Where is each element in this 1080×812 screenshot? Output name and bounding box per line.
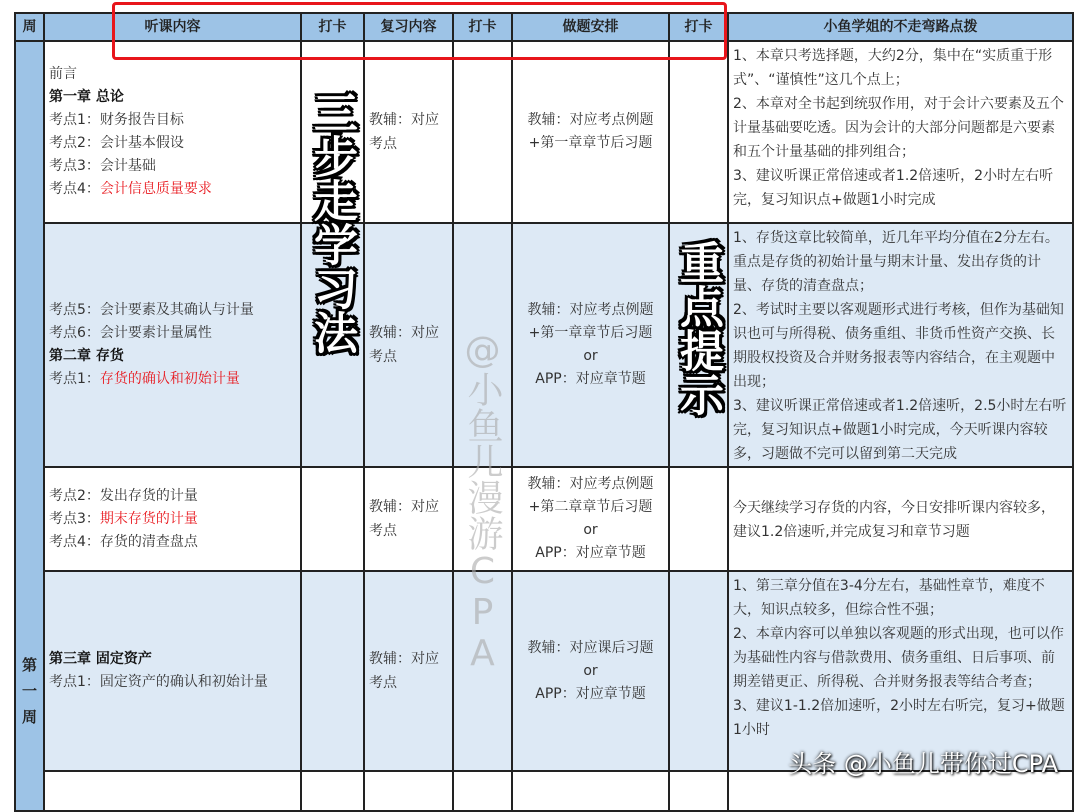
lesson-check-cell[interactable] [301,467,364,571]
header-tips: 小鱼学姐的不走弯路点拨 [728,13,1073,41]
header-check-lesson: 打卡 [301,13,364,41]
practice-cell: 教辅：对应考点例题 +第一章章节后习题 [512,41,669,223]
tips-cell: 今天继续学习存货的内容，今日安排听课内容较多，建议1.2倍速听,并完成复习和章节习题 [728,467,1073,571]
watermark: @小鱼儿漫游CPA [462,330,503,674]
tips-cell: 1、第三章分值在3-4分左右，基础性章节，难度不大，知识点较多，但综合性不强； 2、本章内容可以单独以客观题的形式出现，也可以作为基础性内容与借款费用、债务重组、日后事项、前期差错更正、所得税、合并财务报表等结合考查； 3、建议1-1.2倍加速听，2小时左右听完，复习+做题1小时 [728,571,1073,771]
table-row [15,467,1073,571]
header-practice: 做题安排 [512,13,669,41]
lesson-item: 考点1：财务报告目标 [49,112,184,128]
lesson-cell [44,467,301,571]
review-cell: 教辅：对应考点 [364,467,453,571]
lesson-cell [44,41,301,223]
review-check-cell[interactable] [453,41,512,223]
practice-cell: 教辅：对应考点例题 +第二章章节后习题 or APP：对应章节题 [512,467,669,571]
lesson-item: 考点2：发出存货的计量 [49,487,198,504]
lesson-item: 考点3：期末存货的计量 [49,510,198,527]
lesson-item: 第一章 总论 [49,89,124,105]
practice-check-cell[interactable] [669,467,728,571]
lesson-cell [44,223,301,467]
lesson-check-cell[interactable] [301,571,364,771]
week-label: 第一周 [21,656,37,726]
table-row [15,41,1073,223]
header-review: 复习内容 [364,13,453,41]
lesson-item: 考点2：会计基本假设 [49,135,184,151]
header-lesson: 听课内容 [44,13,301,41]
review-cell: 教辅：对应考点 [364,223,453,467]
tips-cell: 1、本章只考选择题，大约2分，集中在“实质重于形式”、“谨慎性”这几个点上； 2、本章对全书起到统驭作用，对于会计六要素及五个计量基础要吃透。因为会计的大部分问题都是六要素和五个计量基础的排列组合； 3、建议听课正常倍速或者1.2倍速听，2小时左右听完，复习知识点+做题1小时完成 [728,41,1073,223]
review-cell: 教辅：对应考点 [364,41,453,223]
lesson-item: 考点6：会计要素计量属性 [49,325,212,341]
practice-cell: 教辅：对应考点例题 +第一章章节后习题 or APP：对应章节题 [512,223,669,467]
lesson-item: 前言 [49,66,77,82]
header-check-practice: 打卡 [669,13,728,41]
lesson-item: 考点3：会计基础 [49,158,156,174]
practice-check-cell[interactable] [669,571,728,771]
lesson-item: 考点4：存货的清查盘点 [49,533,198,550]
lesson-cell [44,571,301,771]
table-row [15,571,1073,771]
practice-cell: 教辅：对应课后习题 or APP：对应章节题 [512,571,669,771]
tips-cell: 1、存货这章比较简单，近几年平均分值在2分左右。重点是存货的初始计量与期末计量、发出存货的计量、存货的清查盘点； 2、考试时主要以客观题形式进行考核，但作为基础知识也可与所得税、债务重组、非货币性资产交换、长期股权投资及合并财务报表等内容结合，在主观题中出现； 3、建议听课正常倍速或者1.2倍速听，2.5小时左右听完，复习知识点+做题1小时完成，今天听课内容较多，习题做不完可以留到第二天完成 [728,223,1073,467]
lesson-item: 考点5：会计要素及其确认与计量 [49,302,254,318]
lesson-item: 考点1：存货的确认和初始计量 [49,371,240,387]
header-check-review: 打卡 [453,13,512,41]
practice-check-cell[interactable] [669,41,728,223]
lesson-item: 第二章 存货 [49,348,124,364]
highlight-box [112,2,727,60]
key-points-overlay-caption: 重点提示 [672,240,723,416]
header-week: 周 [15,13,44,41]
lesson-item: 考点4：会计信息质量要求 [49,181,212,197]
week-cell [15,41,44,811]
study-schedule-table [14,12,1074,812]
lesson-item: 第三章 固定资产 [49,651,152,667]
lesson-item: 考点1：固定资产的确认和初始计量 [49,674,268,690]
method-overlay-caption: 三步走学习法 [306,90,357,354]
review-cell: 教辅：对应考点 [364,571,453,771]
table-row [15,223,1073,467]
source-watermark: 头条 @小鱼儿带你过CPA [788,750,1058,778]
